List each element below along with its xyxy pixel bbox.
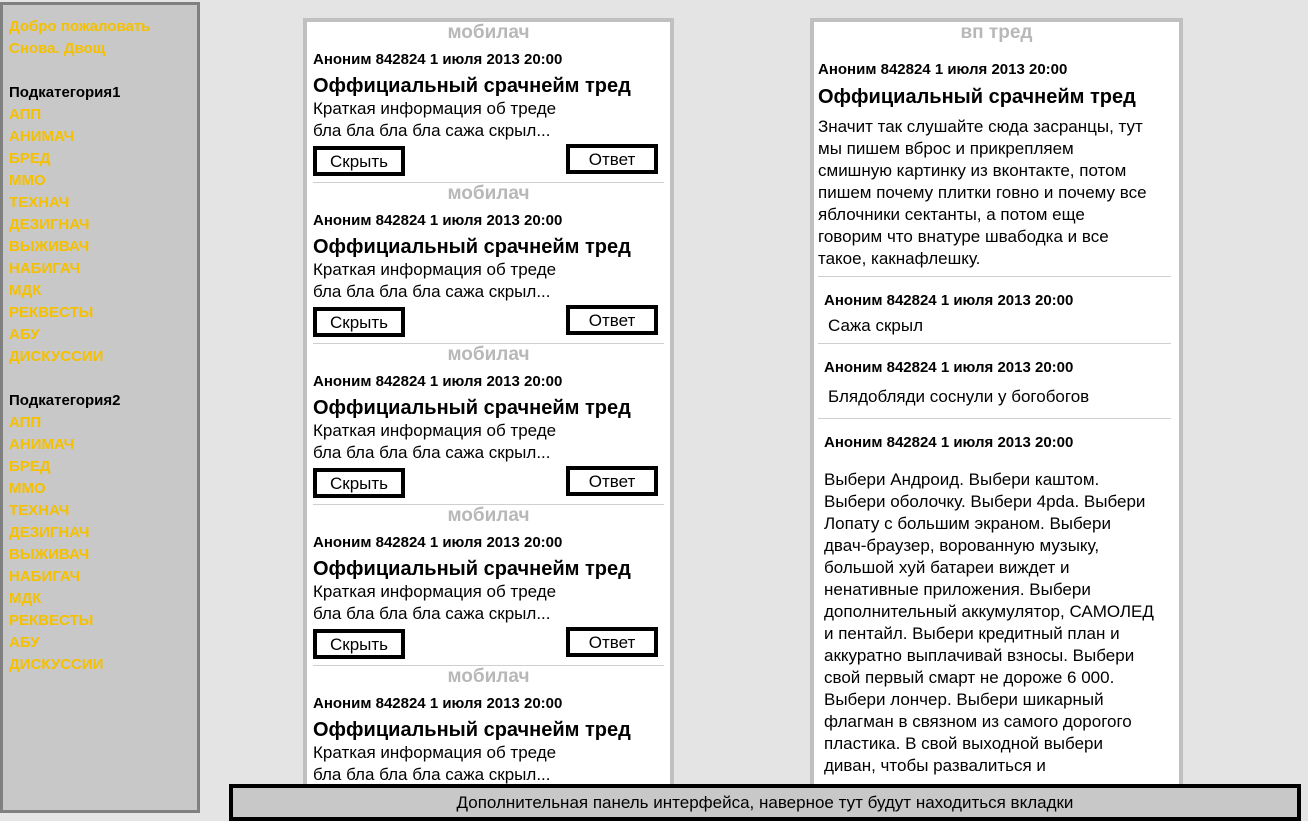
board-label: мобилач xyxy=(447,183,530,204)
thread-view xyxy=(810,18,1183,798)
thread-preview: бла бла бла бла сажа скрыл... xyxy=(313,282,551,301)
sidebar-item-bred[interactable]: БРЕД xyxy=(9,458,51,475)
post-meta: Аноним 842824 1 июля 2013 20:00 xyxy=(824,292,1074,309)
post-meta: Аноним 842824 1 июля 2013 20:00 xyxy=(313,695,563,712)
thread-actions xyxy=(313,146,664,176)
thread-card[interactable] xyxy=(307,22,670,183)
sidebar-item-animach[interactable]: АНИМАЧ xyxy=(9,128,75,145)
thread-title[interactable]: Оффициальный срачнейм тред xyxy=(313,719,631,741)
sidebar-item-app[interactable]: АПП xyxy=(9,414,42,431)
sidebar-item-technach[interactable]: ТЕХНАЧ xyxy=(9,194,70,211)
thread-card[interactable] xyxy=(307,505,670,666)
reply-post xyxy=(814,433,1179,777)
sidebar-item-dezignach[interactable]: ДЕЗИГНАЧ xyxy=(9,524,90,541)
sidebar-item-vyzhivach[interactable]: ВЫЖИВАЧ xyxy=(9,546,90,563)
sidebar-item-bred[interactable]: БРЕД xyxy=(9,150,51,167)
reply-button[interactable]: Ответ xyxy=(566,144,658,174)
sidebar-item-dezignach[interactable]: ДЕЗИГНАЧ xyxy=(9,216,90,233)
sidebar-item-nabigach[interactable]: НАБИГАЧ xyxy=(9,568,81,585)
sidebar-item-abu[interactable]: АБУ xyxy=(9,634,40,651)
post-body: Сажа скрыл xyxy=(828,316,924,335)
thread-actions xyxy=(313,307,664,337)
post-body: Блядобляди соснули у богобогов xyxy=(828,387,1090,406)
board-label: вп тред xyxy=(960,22,1033,43)
thread-summary: Краткая информация об треде xyxy=(313,260,557,279)
thread-preview: бла бла бла бла сажа скрыл... xyxy=(313,604,551,623)
board-label: мобилач xyxy=(447,505,530,526)
thread-summary: Краткая информация об треде xyxy=(313,99,557,118)
welcome-link[interactable]: Добро пожаловать xyxy=(9,18,151,35)
thread-summary: Краткая информация об треде xyxy=(313,421,557,440)
post-body: Выбери Андроид. Выбери каштом. Выбери оболочку. Выбери 4pda. Выбери Лопату с большим экраном. Выбери двач-браузер, ворованную музыку, большой хуй батареи виждет и ненативные приложения. Выбери дополнительный аккумулятор, САМОЛЕД и пентайл. Выбери кредитный план и аккуратно выплачивай взносы. Выбери свой первый смарт не дороже 6 000. Выбери лончер. Выбери шикарный флагман в связном из самого дорогого пластика. В свой выходной выбери диван, чтобы развалиться и xyxy=(824,470,1154,775)
divider xyxy=(818,343,1171,344)
thread-title[interactable]: Оффициальный срачнейм тред xyxy=(313,558,631,580)
sidebar-item-mmo[interactable]: ММО xyxy=(9,480,46,497)
sidebar-item-rekvesty[interactable]: РЕКВЕСТЫ xyxy=(9,304,94,321)
user-link[interactable]: Снова. Двощ xyxy=(9,40,106,57)
category-heading: Подкатегория1 xyxy=(9,84,121,101)
thread-card[interactable] xyxy=(307,666,670,798)
post-meta: Аноним 842824 1 июля 2013 20:00 xyxy=(313,51,563,68)
reply-post xyxy=(814,358,1179,408)
post-meta: Аноним 842824 1 июля 2013 20:00 xyxy=(818,61,1068,78)
divider xyxy=(818,276,1171,277)
thread-title[interactable]: Оффициальный срачнейм тред xyxy=(313,75,631,97)
post-meta: Аноним 842824 1 июля 2013 20:00 xyxy=(313,373,563,390)
board-label: мобилач xyxy=(447,344,530,365)
post-body: Значит так слушайте сюда засранцы, тут мы пишем вброс и прикрепляем смишную картинку из вконтакте, потом пишем почему плитки говно и почему все яблочники сектанты, а потом еще говорим что внатуре швабодка и все такое, какнафлешку. xyxy=(818,117,1147,268)
hide-button[interactable]: Скрыть xyxy=(313,468,405,498)
thread-actions xyxy=(313,468,664,498)
sidebar-item-diskussii[interactable]: ДИСКУССИИ xyxy=(9,656,104,673)
thread-preview: бла бла бла бла сажа скрыл... xyxy=(313,121,551,140)
sidebar-item-rekvesty[interactable]: РЕКВЕСТЫ xyxy=(9,612,94,629)
post-meta: Аноним 842824 1 июля 2013 20:00 xyxy=(313,534,563,551)
post-meta: Аноним 842824 1 июля 2013 20:00 xyxy=(824,434,1074,451)
spacer xyxy=(9,60,197,82)
sidebar-item-mdk[interactable]: МДК xyxy=(9,282,42,299)
thread-card[interactable] xyxy=(307,344,670,505)
sidebar-item-nabigach[interactable]: НАБИГАЧ xyxy=(9,260,81,277)
sidebar-item-abu[interactable]: АБУ xyxy=(9,326,40,343)
thread-actions xyxy=(313,629,664,659)
thread-title[interactable]: Оффициальный срачнейм тред xyxy=(313,236,631,258)
board-label: мобилач xyxy=(447,666,530,687)
reply-button[interactable]: Ответ xyxy=(566,466,658,496)
op-post xyxy=(814,60,1179,270)
sidebar xyxy=(0,2,200,813)
spacer xyxy=(9,368,197,390)
sidebar-item-mdk[interactable]: МДК xyxy=(9,590,42,607)
hide-button[interactable]: Скрыть xyxy=(313,629,405,659)
reply-post xyxy=(814,291,1179,337)
sidebar-item-app[interactable]: АПП xyxy=(9,106,42,123)
sidebar-item-animach[interactable]: АНИМАЧ xyxy=(9,436,75,453)
reply-button[interactable]: Ответ xyxy=(566,627,658,657)
category-heading: Подкатегория2 xyxy=(9,392,121,409)
thread-summary: Краткая информация об треде xyxy=(313,743,557,762)
thread-title[interactable]: Оффициальный срачнейм тред xyxy=(313,397,631,419)
reply-button[interactable]: Ответ xyxy=(566,305,658,335)
tabs-panel[interactable]: Дополнительная панель интерфейса, наверное тут будут находиться вкладки xyxy=(229,784,1301,821)
thread-card[interactable] xyxy=(307,183,670,344)
hide-button[interactable]: Скрыть xyxy=(313,146,405,176)
sidebar-item-diskussii[interactable]: ДИСКУССИИ xyxy=(9,348,104,365)
divider xyxy=(818,418,1171,419)
thread-feed xyxy=(303,18,674,798)
sidebar-item-mmo[interactable]: ММО xyxy=(9,172,46,189)
sidebar-item-vyzhivach[interactable]: ВЫЖИВАЧ xyxy=(9,238,90,255)
post-meta: Аноним 842824 1 июля 2013 20:00 xyxy=(313,212,563,229)
thread-preview: бла бла бла бла сажа скрыл... xyxy=(313,765,551,784)
thread-summary: Краткая информация об треде xyxy=(313,582,557,601)
post-meta: Аноним 842824 1 июля 2013 20:00 xyxy=(824,359,1074,376)
hide-button[interactable]: Скрыть xyxy=(313,307,405,337)
thread-title: Оффициальный срачнейм тред xyxy=(818,86,1136,108)
sidebar-item-technach[interactable]: ТЕХНАЧ xyxy=(9,502,70,519)
thread-preview: бла бла бла бла сажа скрыл... xyxy=(313,443,551,462)
board-label: мобилач xyxy=(447,22,530,43)
